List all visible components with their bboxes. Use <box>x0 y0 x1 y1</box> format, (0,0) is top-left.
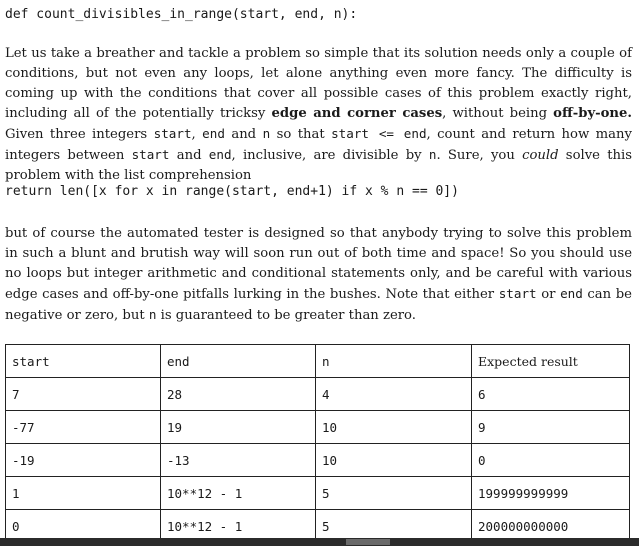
header-expected-result: Expected result <box>472 345 630 378</box>
cell-n: 10 <box>316 444 472 477</box>
cell-expected: 0 <box>472 444 630 477</box>
cell-end: -13 <box>161 444 316 477</box>
cell-expected: 6 <box>472 378 630 411</box>
table-row <box>6 444 630 477</box>
cell-n: 5 <box>316 477 472 510</box>
cell-n: 10 <box>316 411 472 444</box>
table-row <box>6 477 630 510</box>
bold-edge-cases: edge and corner cases <box>271 106 443 121</box>
problem-constraints: but of course the automated tester is designed so that anybody trying to solve this problem in such a blunt and brutish way will soon run out of both time and space! So you should use no loops but integer arithmetic and conditional statements only, and be careful with various edge cases and off-by-one pitfalls lurking in the bushes. Note that either start or end can be negative or zero, but n is guaranteed to be greater than zero. <box>5 226 632 323</box>
horizontal-scrollbar[interactable] <box>0 538 639 546</box>
cell-start: -77 <box>6 411 161 444</box>
cell-start: 7 <box>6 378 161 411</box>
header-n: n <box>316 345 472 378</box>
scrollbar-thumb[interactable] <box>346 539 390 545</box>
cell-expected: 199999999999 <box>472 477 630 510</box>
cell-n: 4 <box>316 378 472 411</box>
cell-end: 19 <box>161 411 316 444</box>
problem-description: Let us take a breather and tackle a problem so simple that its solution needs only a couple of conditions, but not even any loops, let alone anything even more fancy. The difficulty is coming up with the conditions that cover all possible cases of this problem exactly right, including all of the potentially tricksy edge and corner cases, without being off-by-one. Given three integers start, end and n so that start <= end, count and return how many integers between start and end, inclusive, are divisible by n. Sure, you could solve this problem with the list comprehension <box>5 46 633 183</box>
cell-start: -19 <box>6 444 161 477</box>
bold-off-by-one: off-by-one. <box>553 106 632 121</box>
header-start: start <box>6 345 161 378</box>
cell-start: 0 <box>6 510 161 543</box>
function-signature: def count_divisibles_in_range(start, end, n): <box>5 7 358 22</box>
table-header-row <box>6 345 630 378</box>
test-cases-table <box>5 344 630 543</box>
cell-n: 5 <box>316 510 472 543</box>
code-example: return len([x for x in range(start, end+1) if x % n == 0]) <box>5 184 459 199</box>
cell-end: 28 <box>161 378 316 411</box>
italic-could: could <box>522 148 559 163</box>
cell-expected: 9 <box>472 411 630 444</box>
table-row <box>6 378 630 411</box>
header-end: end <box>161 345 316 378</box>
cell-end: 10**12 - 1 <box>161 510 316 543</box>
cell-expected: 200000000000 <box>472 510 630 543</box>
cell-start: 1 <box>6 477 161 510</box>
table-row <box>6 411 630 444</box>
cell-end: 10**12 - 1 <box>161 477 316 510</box>
